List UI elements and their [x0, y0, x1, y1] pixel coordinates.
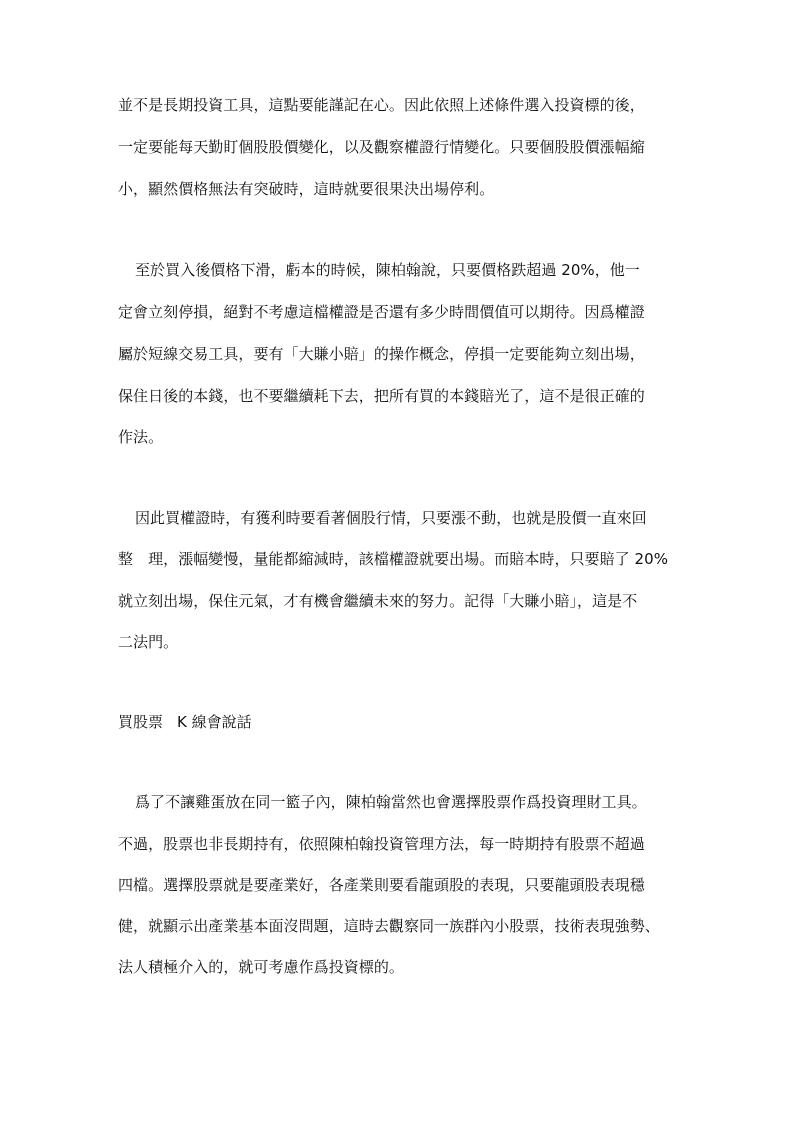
- text-line: 爲了不讓雞蛋放在同一籃子內，陳柏翰當然也會選擇股票作爲投資理財工具。: [135, 793, 647, 811]
- text-line: 就立刻出場，保住元氣，才有機會繼續未來的努力。記得「大賺小賠」，這是不: [118, 592, 638, 610]
- text-line: 整 理，漲幅變慢，量能都縮減時，該檔權證就要出場。而賠本時，只要賠了 20%: [118, 550, 669, 568]
- text-line: 一定要能每天勤盯個股股價變化，以及觀察權證行情變化。只要個股股價漲幅縮: [118, 138, 645, 156]
- text-line: 不過，股票也非長期持有，依照陳柏翰投資管理方法，每一時期持有股票不超過: [118, 835, 645, 853]
- text-line: 至於買入後價格下滑，虧本的時候，陳柏翰說，只要價格跌超過 20%，他一: [135, 261, 640, 279]
- text-line: 保住日後的本錢，也不要繼續耗下去，把所有買的本錢賠光了，這不是很正確的: [118, 387, 645, 405]
- text-line: 法人積極介入的，就可考慮作爲投資標的。: [118, 958, 404, 976]
- heading-part-2: K 線會說話: [177, 713, 252, 731]
- text-line: 健，就顯示出產業基本面沒問題，這時去觀察同一族群內小股票，技術表現強勢、: [118, 917, 660, 935]
- text-line: 因此買權證時，有獲利時要看著個股行情，只要漲不動，也就是股價一直來回: [135, 509, 647, 527]
- text-line: 四檔。選擇股票就是要產業好，各產業則要看龍頭股的表現，只要龍頭股表現穩: [118, 876, 645, 894]
- text-line: 小，顯然價格無法有突破時，這時就要很果決出場停利。: [118, 180, 495, 198]
- text-line: 作法。: [118, 428, 164, 446]
- text-line: 定會立刻停損，絕對不考慮這檔權證是否還有多少時間價值可以期待。因爲權證: [118, 303, 645, 321]
- text-line: 並不是長期投資工具，這點要能謹記在心。因此依照上述條件選入投資標的後，: [118, 96, 645, 114]
- text-line: 屬於短線交易工具，要有「大賺小賠」的操作概念，停損一定要能夠立刻出場，: [118, 345, 645, 363]
- section-heading: [118, 710, 252, 734]
- text-line: 二法門。: [118, 633, 179, 651]
- heading-part-1: 買股票: [118, 713, 164, 731]
